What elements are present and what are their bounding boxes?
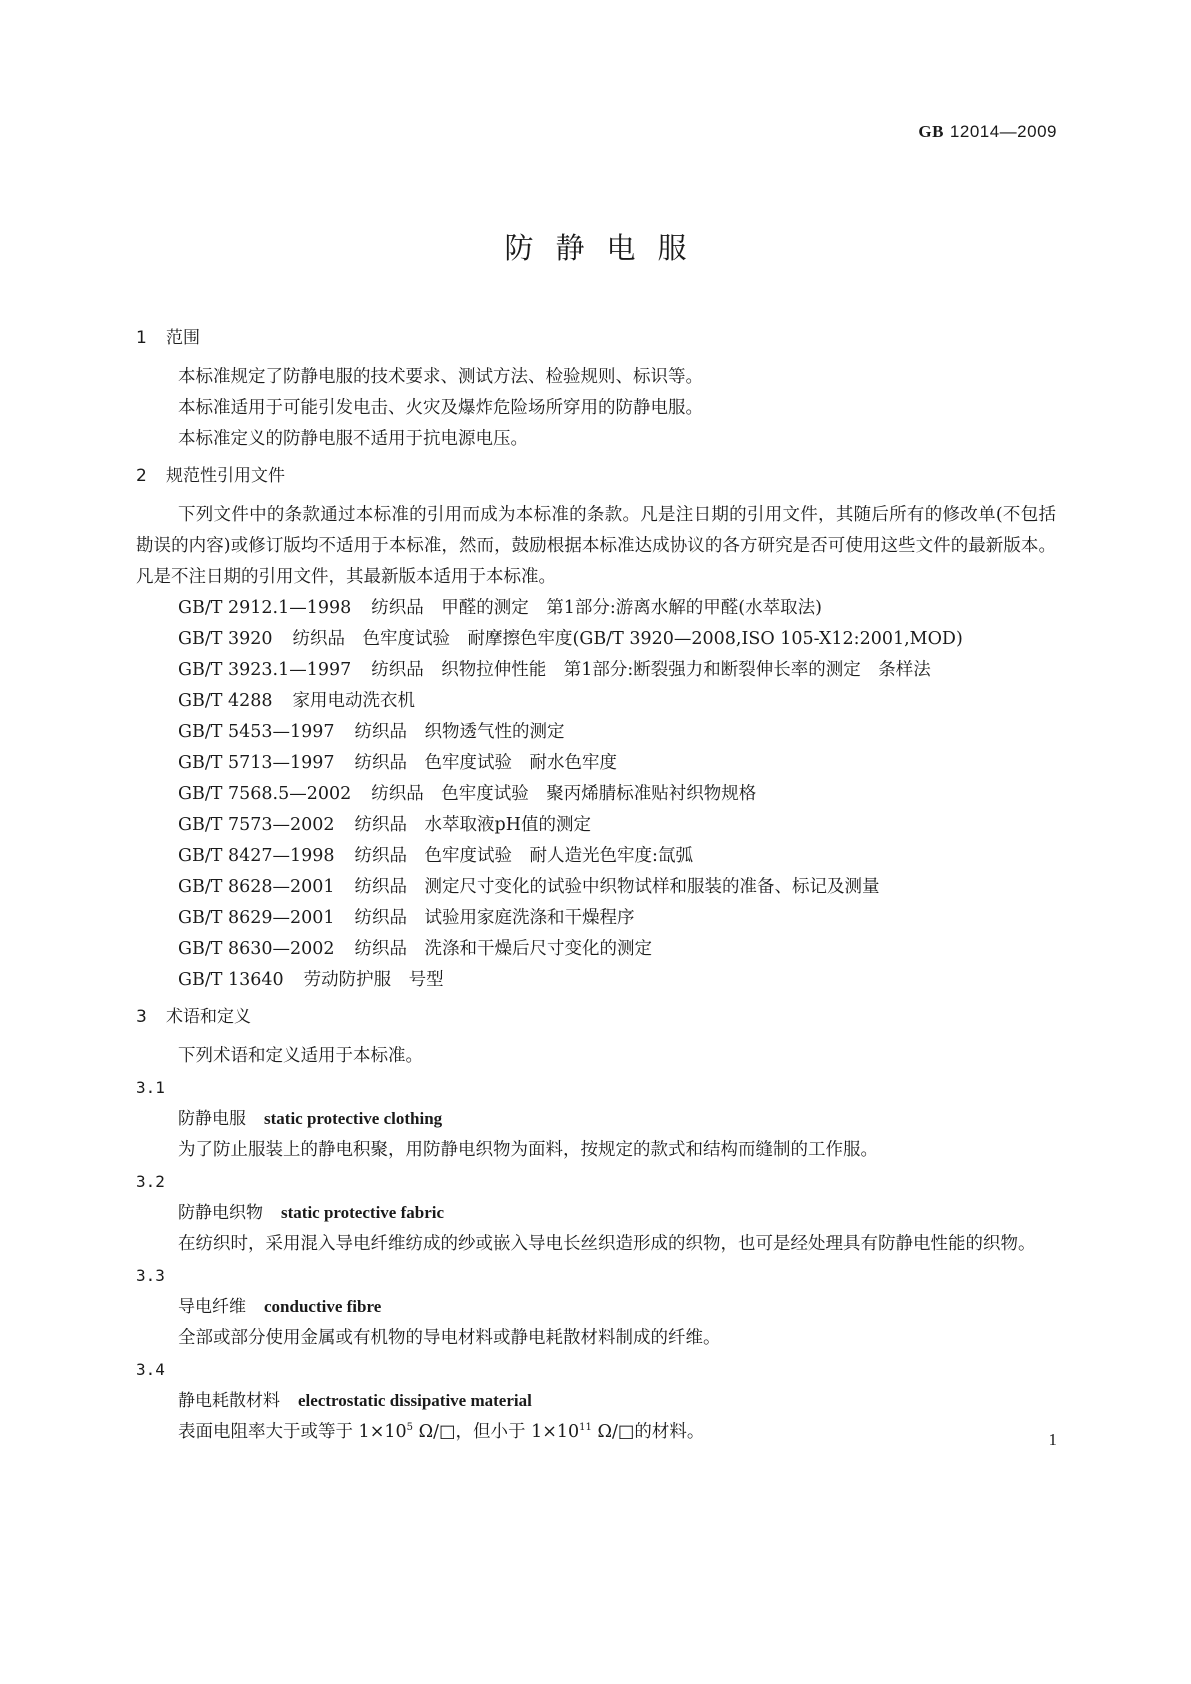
section-heading	[136, 461, 1056, 491]
reference-item	[136, 779, 1056, 810]
exponent: 5	[406, 1422, 414, 1433]
reference-title: 纺织品 甲醛的测定 第1部分:游离水解的甲醛(水萃取法)	[371, 598, 822, 618]
reference-title: 纺织品 织物透气性的测定	[354, 722, 565, 742]
document-body	[136, 323, 1056, 1448]
paragraph: 本标准规定了防静电服的技术要求、测试方法、检验规则、标识等。	[178, 367, 703, 387]
reference-title: 纺织品 色牢度试验 耐人造光色牢度:氙弧	[354, 846, 693, 866]
definition-text: Ω/□，但小于 1×10	[413, 1422, 580, 1442]
reference-code: GB/T 8427—1998	[178, 846, 335, 866]
standard-prefix: GB	[918, 122, 944, 141]
section-title: 规范性引用文件	[166, 466, 285, 486]
reference-code: GB/T 13640	[178, 970, 284, 990]
reference-item	[136, 717, 1056, 748]
section-number: 2	[136, 466, 147, 486]
reference-item	[136, 934, 1056, 965]
document-title: 防静电服	[504, 231, 709, 265]
exponent: 11	[579, 1422, 592, 1433]
term-definition	[136, 1417, 1056, 1448]
term-en: electrostatic dissipative material	[298, 1391, 532, 1410]
reference-title: 纺织品 测定尺寸变化的试验中织物试样和服装的准备、标记及测量	[354, 877, 880, 897]
section-number: 3	[136, 1007, 147, 1027]
section-number: 1	[136, 328, 147, 348]
reference-title: 纺织品 色牢度试验 聚丙烯腈标准贴衬织物规格	[371, 784, 757, 804]
term-zh: 静电耗散材料	[178, 1391, 280, 1411]
term-number: 3.4	[136, 1360, 165, 1379]
definition-text: 表面电阻率大于或等于 1×10	[178, 1422, 407, 1442]
term-definition: 为了防止服装上的静电积聚，用防静电织物为面料，按规定的款式和结构而缝制的工作服。	[178, 1140, 878, 1160]
section-heading	[136, 323, 1056, 353]
reference-code: GB/T 4288	[178, 691, 273, 711]
term-definition: 全部或部分使用金属或有机物的导电材料或静电耗散材料制成的纤维。	[178, 1328, 721, 1348]
reference-code: GB/T 8629—2001	[178, 908, 335, 928]
definition-text: Ω/□的材料。	[591, 1422, 705, 1442]
standard-number: 12014—2009	[949, 122, 1057, 141]
term-number: 3.2	[136, 1172, 165, 1191]
term-en: conductive fibre	[264, 1297, 382, 1316]
paragraph: 本标准定义的防静电服不适用于抗电源电压。	[178, 429, 528, 449]
reference-title: 纺织品 洗涤和干燥后尺寸变化的测定	[354, 939, 653, 959]
term-zh: 防静电织物	[178, 1203, 263, 1223]
reference-code: GB/T 5453—1997	[178, 722, 335, 742]
section-heading	[136, 1002, 1056, 1032]
term-heading	[136, 1291, 1056, 1323]
term-heading	[136, 1385, 1056, 1417]
reference-list	[136, 593, 1056, 996]
paragraph: 下列术语和定义适用于本标准。	[178, 1046, 423, 1066]
term-en: static protective fabric	[281, 1203, 445, 1222]
reference-item	[136, 593, 1056, 624]
reference-code: GB/T 2912.1—1998	[178, 598, 352, 618]
standard-code	[918, 122, 1057, 142]
reference-item	[136, 748, 1056, 779]
reference-code: GB/T 7568.5—2002	[178, 784, 352, 804]
reference-item	[136, 841, 1056, 872]
reference-code: GB/T 3920	[178, 629, 273, 649]
reference-item	[136, 624, 1056, 655]
reference-item	[136, 810, 1056, 841]
term-heading	[136, 1103, 1056, 1135]
term-zh: 导电纤维	[178, 1297, 246, 1317]
reference-title: 劳动防护服 号型	[303, 970, 444, 990]
reference-item	[136, 655, 1056, 686]
reference-title: 纺织品 色牢度试验 耐水色牢度	[354, 753, 618, 773]
reference-code: GB/T 5713—1997	[178, 753, 335, 773]
term-en: static protective clothing	[264, 1109, 443, 1128]
reference-title: 纺织品 色牢度试验 耐摩擦色牢度(GB/T 3920—2008,ISO 105-X12:2001,MOD)	[292, 629, 963, 649]
reference-code: GB/T 8628—2001	[178, 877, 335, 897]
term-number: 3.3	[136, 1266, 165, 1285]
reference-title: 纺织品 试验用家庭洗涤和干燥程序	[354, 908, 635, 928]
reference-item	[136, 872, 1056, 903]
reference-code: GB/T 3923.1—1997	[178, 660, 352, 680]
reference-item	[136, 965, 1056, 996]
section-title: 术语和定义	[166, 1007, 251, 1027]
reference-item	[136, 686, 1056, 717]
term-zh: 防静电服	[178, 1109, 246, 1129]
term-heading	[136, 1197, 1056, 1229]
reference-code: GB/T 7573—2002	[178, 815, 335, 835]
term-definition: 在纺织时，采用混入导电纤维纺成的纱或嵌入导电长丝织造形成的织物，也可是经处理具有防静电性能的织物。	[178, 1234, 1036, 1254]
reference-title: 家用电动洗衣机	[292, 691, 416, 711]
paragraph: 下列文件中的条款通过本标准的引用而成为本标准的条款。凡是注日期的引用文件，其随后所有的修改单(不包括勘误的内容)或修订版均不适用于本标准，然而，鼓励根据本标准达成协议的各方研究是否可使用这些文件的最新版本。凡是不注日期的引用文件，其最新版本适用于本标准。	[136, 505, 1056, 587]
reference-title: 纺织品 织物拉伸性能 第1部分:断裂强力和断裂伸长率的测定 条样法	[371, 660, 931, 680]
paragraph: 本标准适用于可能引发电击、火灾及爆炸危险场所穿用的防静电服。	[178, 398, 703, 418]
term-number: 3.1	[136, 1078, 165, 1097]
reference-code: GB/T 8630—2002	[178, 939, 335, 959]
section-title: 范围	[166, 328, 200, 348]
page-number: 1	[1048, 1430, 1057, 1449]
reference-item	[136, 903, 1056, 934]
reference-title: 纺织品 水萃取液pH值的测定	[354, 815, 592, 835]
